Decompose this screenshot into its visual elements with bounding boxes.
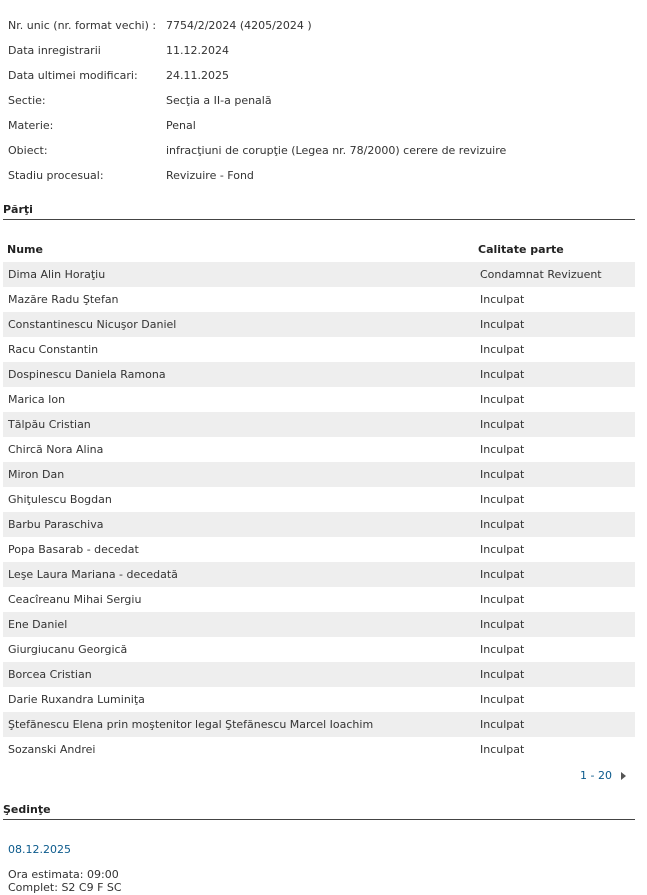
party-name: Racu Constantin (8, 343, 99, 356)
party-name: Ştefănescu Elena prin moştenitor legal Ştefănescu Marcel Ioachim (8, 718, 374, 731)
table-row (3, 637, 635, 662)
party-role: Condamnat Revizuent (480, 268, 602, 281)
detail-label: Obiect: (8, 144, 48, 157)
table-row (3, 387, 635, 412)
party-role: Inculpat (480, 418, 525, 431)
detail-row-data-modificari (8, 63, 638, 88)
table-row (3, 512, 635, 537)
detail-value: Revizuire - Fond (166, 169, 254, 182)
party-name: Dima Alin Horaţiu (8, 268, 106, 281)
detail-row-data-inregistrarii (8, 38, 638, 63)
party-name: Tălpău Cristian (8, 418, 91, 431)
detail-row-nr-unic (8, 13, 638, 38)
parti-table (3, 237, 635, 762)
case-details (8, 13, 638, 188)
detail-label: Data ultimei modificari: (8, 69, 138, 82)
session-date-link[interactable]: 08.12.2025 (8, 843, 71, 856)
party-name: Giurgiucanu Georgică (8, 643, 128, 656)
detail-value: Secţia a II-a penală (166, 94, 272, 107)
detail-row-sectie (8, 88, 638, 113)
table-row (3, 362, 635, 387)
party-name: Barbu Paraschiva (8, 518, 104, 531)
table-row (3, 312, 635, 337)
table-row (3, 562, 635, 587)
party-role: Inculpat (480, 318, 525, 331)
section-title-sedinte: Şedinţe (3, 803, 635, 820)
detail-value: 7754/2/2024 (4205/2024 ) (166, 19, 312, 32)
detail-value: infracţiuni de corupţie (Legea nr. 78/2000) cerere de revizuire (166, 144, 507, 157)
session-ora-estimata: Ora estimata: 09:00 (8, 868, 119, 881)
column-header-calitate: Calitate parte (478, 243, 564, 256)
party-name: Miron Dan (8, 468, 65, 481)
detail-row-stadiu (8, 163, 638, 188)
table-row (3, 662, 635, 687)
party-name: Marica Ion (8, 393, 66, 406)
table-row (3, 612, 635, 637)
party-name: Ene Daniel (8, 618, 68, 631)
detail-value: 24.11.2025 (166, 69, 229, 82)
party-name: Sozanski Andrei (8, 743, 96, 756)
table-row (3, 337, 635, 362)
party-name: Mazăre Radu Ştefan (8, 293, 119, 306)
detail-value: Penal (166, 119, 196, 132)
detail-label: Sectie: (8, 94, 46, 107)
party-role: Inculpat (480, 718, 525, 731)
table-row (3, 737, 635, 762)
section-title-parti: Părţi (3, 203, 635, 220)
party-role: Inculpat (480, 343, 525, 356)
table-row (3, 462, 635, 487)
party-role: Inculpat (480, 693, 525, 706)
table-row (3, 587, 635, 612)
table-row (3, 412, 635, 437)
table-row (3, 487, 635, 512)
table-body (3, 262, 635, 762)
party-name: Ghiţulescu Bogdan (8, 493, 112, 506)
table-row (3, 537, 635, 562)
party-role: Inculpat (480, 618, 525, 631)
detail-value: 11.12.2024 (166, 44, 229, 57)
party-role: Inculpat (480, 468, 525, 481)
chevron-right-icon[interactable] (621, 772, 626, 780)
party-role: Inculpat (480, 543, 525, 556)
detail-row-materie (8, 113, 638, 138)
party-role: Inculpat (480, 518, 525, 531)
party-role: Inculpat (480, 443, 525, 456)
table-header (3, 237, 635, 262)
party-role: Inculpat (480, 368, 525, 381)
detail-label: Materie: (8, 119, 54, 132)
party-name: Popa Basarab - decedat (8, 543, 139, 556)
party-name: Constantinescu Nicuşor Daniel (8, 318, 177, 331)
party-name: Dospinescu Daniela Ramona (8, 368, 166, 381)
party-role: Inculpat (480, 743, 525, 756)
session-complet: Complet: S2 C9 F SC (8, 881, 122, 894)
table-row (3, 262, 635, 287)
party-role: Inculpat (480, 293, 525, 306)
detail-label: Nr. unic (nr. format vechi) : (8, 19, 157, 32)
page-range-label: 1 - 20 (580, 769, 612, 782)
detail-row-obiect (8, 138, 638, 163)
party-role: Inculpat (480, 643, 525, 656)
party-role: Inculpat (480, 668, 525, 681)
pagination (580, 769, 626, 782)
detail-label: Stadiu procesual: (8, 169, 104, 182)
party-name: Ceacîreanu Mihai Sergiu (8, 593, 142, 606)
party-name: Leşe Laura Mariana - decedată (8, 568, 178, 581)
party-name: Chircă Nora Alina (8, 443, 104, 456)
column-header-nume: Nume (7, 243, 43, 256)
table-row (3, 687, 635, 712)
table-row (3, 437, 635, 462)
table-row (3, 287, 635, 312)
party-role: Inculpat (480, 568, 525, 581)
detail-label: Data inregistrarii (8, 44, 101, 57)
table-row (3, 712, 635, 737)
party-role: Inculpat (480, 593, 525, 606)
party-name: Borcea Cristian (8, 668, 92, 681)
party-name: Darie Ruxandra Luminiţa (8, 693, 145, 706)
party-role: Inculpat (480, 393, 525, 406)
party-role: Inculpat (480, 493, 525, 506)
